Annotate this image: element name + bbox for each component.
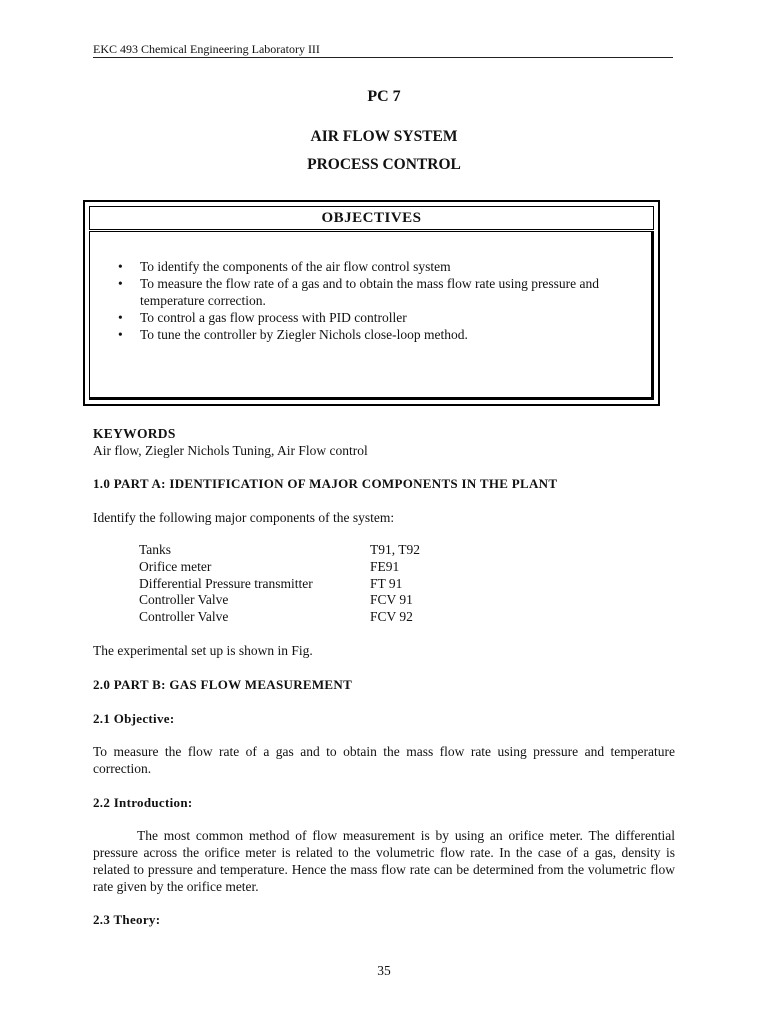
component-name: Controller Valve (139, 592, 229, 608)
part-a-intro: Identify the following major components of the system: (93, 510, 395, 525)
objective-item (90, 275, 660, 309)
objective-item (90, 326, 660, 343)
objective-text: To identify the components of the air flow control system (140, 259, 451, 274)
table-row (139, 592, 420, 609)
section-2-2-text: The most common method of flow measurement is by using an orifice meter. The differential pressure across the orifice meter is related to the volumetric flow rate. In the case of a gas, density is related to pressure and temperature. Hence the mass flow rate can be determined from the volumetric flow rate given by the orifice meter. (93, 828, 675, 894)
objective-item (90, 258, 660, 275)
objective-text: To measure the flow rate of a gas and to obtain the mass flow rate using pressure and temperature correction. (140, 276, 600, 308)
component-tag: FCV 92 (370, 609, 413, 625)
component-name: Orifice meter (139, 558, 212, 574)
component-tag: FCV 91 (370, 592, 413, 608)
bullet-icon: • (118, 327, 123, 342)
section-2-1-heading: 2.1 Objective: (93, 711, 175, 726)
table-row (139, 609, 420, 626)
experiment-code: PC 7 (367, 88, 401, 105)
part-a-heading: 1.0 PART A: IDENTIFICATION OF MAJOR COMPONENTS IN THE PLANT (93, 476, 558, 491)
section-2-3-heading: 2.3 Theory: (93, 912, 161, 927)
components-table (139, 542, 420, 626)
objectives-box (83, 200, 660, 406)
keywords-text: Air flow, Ziegler Nichols Tuning, Air Flow control (93, 443, 368, 458)
component-tag: T91, T92 (370, 542, 420, 557)
part-b-heading: 2.0 PART B: GAS FLOW MEASUREMENT (93, 677, 353, 692)
section-2-1-paragraph: To measure the flow rate of a gas and to obtain the mass flow rate using pressure and temperature correction. (93, 744, 675, 776)
component-name: Tanks (139, 542, 172, 557)
objectives-heading: OBJECTIVES (89, 206, 654, 230)
title-line-1: AIR FLOW SYSTEM (310, 128, 458, 145)
component-name: Controller Valve (139, 609, 229, 625)
bullet-icon: • (118, 276, 123, 291)
objective-text: To tune the controller by Ziegler Nichols close-loop method. (140, 327, 468, 342)
objectives-body (89, 231, 654, 400)
running-header: EKC 493 Chemical Engineering Laboratory III (93, 42, 320, 56)
table-row (139, 542, 420, 559)
objective-text: To control a gas flow process with PID controller (140, 310, 407, 325)
component-name: Differential Pressure transmitter (139, 575, 313, 591)
setup-text: The experimental set up is shown in Fig. (93, 643, 313, 658)
bullet-icon: • (118, 259, 123, 274)
table-row (139, 576, 420, 593)
objectives-list (90, 258, 660, 343)
keywords-label: KEYWORDS (93, 426, 176, 441)
header-rule (93, 57, 673, 58)
section-2-2-heading: 2.2 Introduction: (93, 795, 193, 810)
component-tag: FT 91 (370, 575, 403, 591)
title-line-2: PROCESS CONTROL (307, 156, 461, 173)
component-tag: FE91 (370, 558, 400, 574)
bullet-icon: • (118, 310, 123, 325)
objective-item (90, 309, 660, 326)
page-number: 35 (377, 963, 391, 978)
section-2-2-paragraph (93, 827, 675, 895)
table-row (139, 559, 420, 576)
